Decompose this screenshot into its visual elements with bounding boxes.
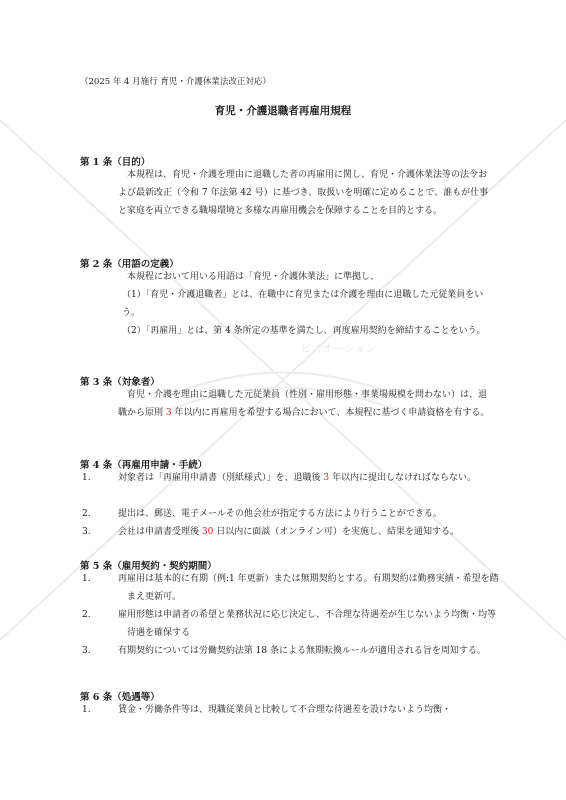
article-4-item-2: 提出は、郵送、電子メールその他会社が指定する方法により行うことができる。 [118,509,442,519]
article-1-body: 本規程は、育児・介護を理由に退職した者の再雇用に関し、育児・介護休業法等の法令および最新改正（令和 7 年法第 42 号）に基づき、取扱いを明確に定めることで、誰もが仕事と家庭を両立できる職場環境と多様な再雇用機会を保障することを目的とする。 [118,170,489,216]
article-3-years: 3 [165,408,172,418]
watermark-text: ビズオーション [300,342,377,355]
article-4-heading: 第 4 条（再雇用申請・手続） [80,460,208,471]
article-6-item-1: 賃金・労働条件等は、現職従業員と比較して不合理な待遇差を設けないよう均衡・ [118,705,452,715]
article-6-item-1-number: 1. [82,705,91,715]
document-title: 育児・介護退職者再雇用規程 [214,105,352,117]
article-5-item-1-number: 1. [82,574,91,584]
article-2-heading: 第 2 条（用語の定義） [80,259,179,270]
article-4-item-1-number: 1. [82,473,91,483]
article-5-item-2: 雇用形態は申請者の希望と業務状況に応じ決定し、不合理な待遇差が生じないよう均衡・均等待遇を確保する [118,610,497,638]
article-5-heading: 第 5 条（雇用契約・契約期間） [80,561,217,572]
article-6-heading: 第 6 条（処遇等） [80,692,160,703]
article-5-item-1: 再雇用は基本的に有期（例:1 年更新）または無期契約とする。有期契約は勤務実績・希望を踏まえ更新可。 [118,574,499,602]
article-3-body: 育児・介護を理由に退職した元従業員（性別・雇用形態・事業場規模を問わない）は、退職から原則 3 年以内に再雇用を希望する場合において、本規程に基づく申請資格を有する。 [118,390,490,418]
article-5-item-3-number: 3. [82,646,91,656]
article-1-heading: 第 1 条（目的） [80,157,151,168]
article-4-years: 3 [323,473,330,483]
article-2-definition-1: （1）「育児・介護退職者」とは、在職中に育児または介護を理由に退職した元従業員をいう。 [122,290,484,318]
article-4-days: 30 [201,527,214,537]
article-4-item-3-number: 3. [82,527,91,537]
article-4-item-1: 対象者は「再雇用申請書（別紙様式）」を、退職後 3 年以内に提出しなければならない。 [118,473,477,483]
article-3-heading: 第 3 条（対象者） [80,377,160,388]
revision-note: （2025 年 4 月施行 育児・介護休業法改正対応） [80,77,271,87]
article-2-intro: 本規程において用いる用語は「育児・介護休業法」に準拠し、 [127,272,380,282]
article-4-item-2-number: 2. [82,509,91,519]
article-2-definition-2: （2）「再雇用」とは、第 4 条所定の基準を満たし、再度雇用契約を締結することをいう。 [122,326,486,336]
article-5-item-2-number: 2. [82,610,91,620]
article-4-item-3: 会社は申請書受理後 30 日以内に面談（オンライン可）を実施し、結果を通知する。 [118,527,459,537]
article-5-item-3: 有期契約については労働契約法第 18 条による無期転換ルールが適用される旨を周知する。 [118,646,486,656]
